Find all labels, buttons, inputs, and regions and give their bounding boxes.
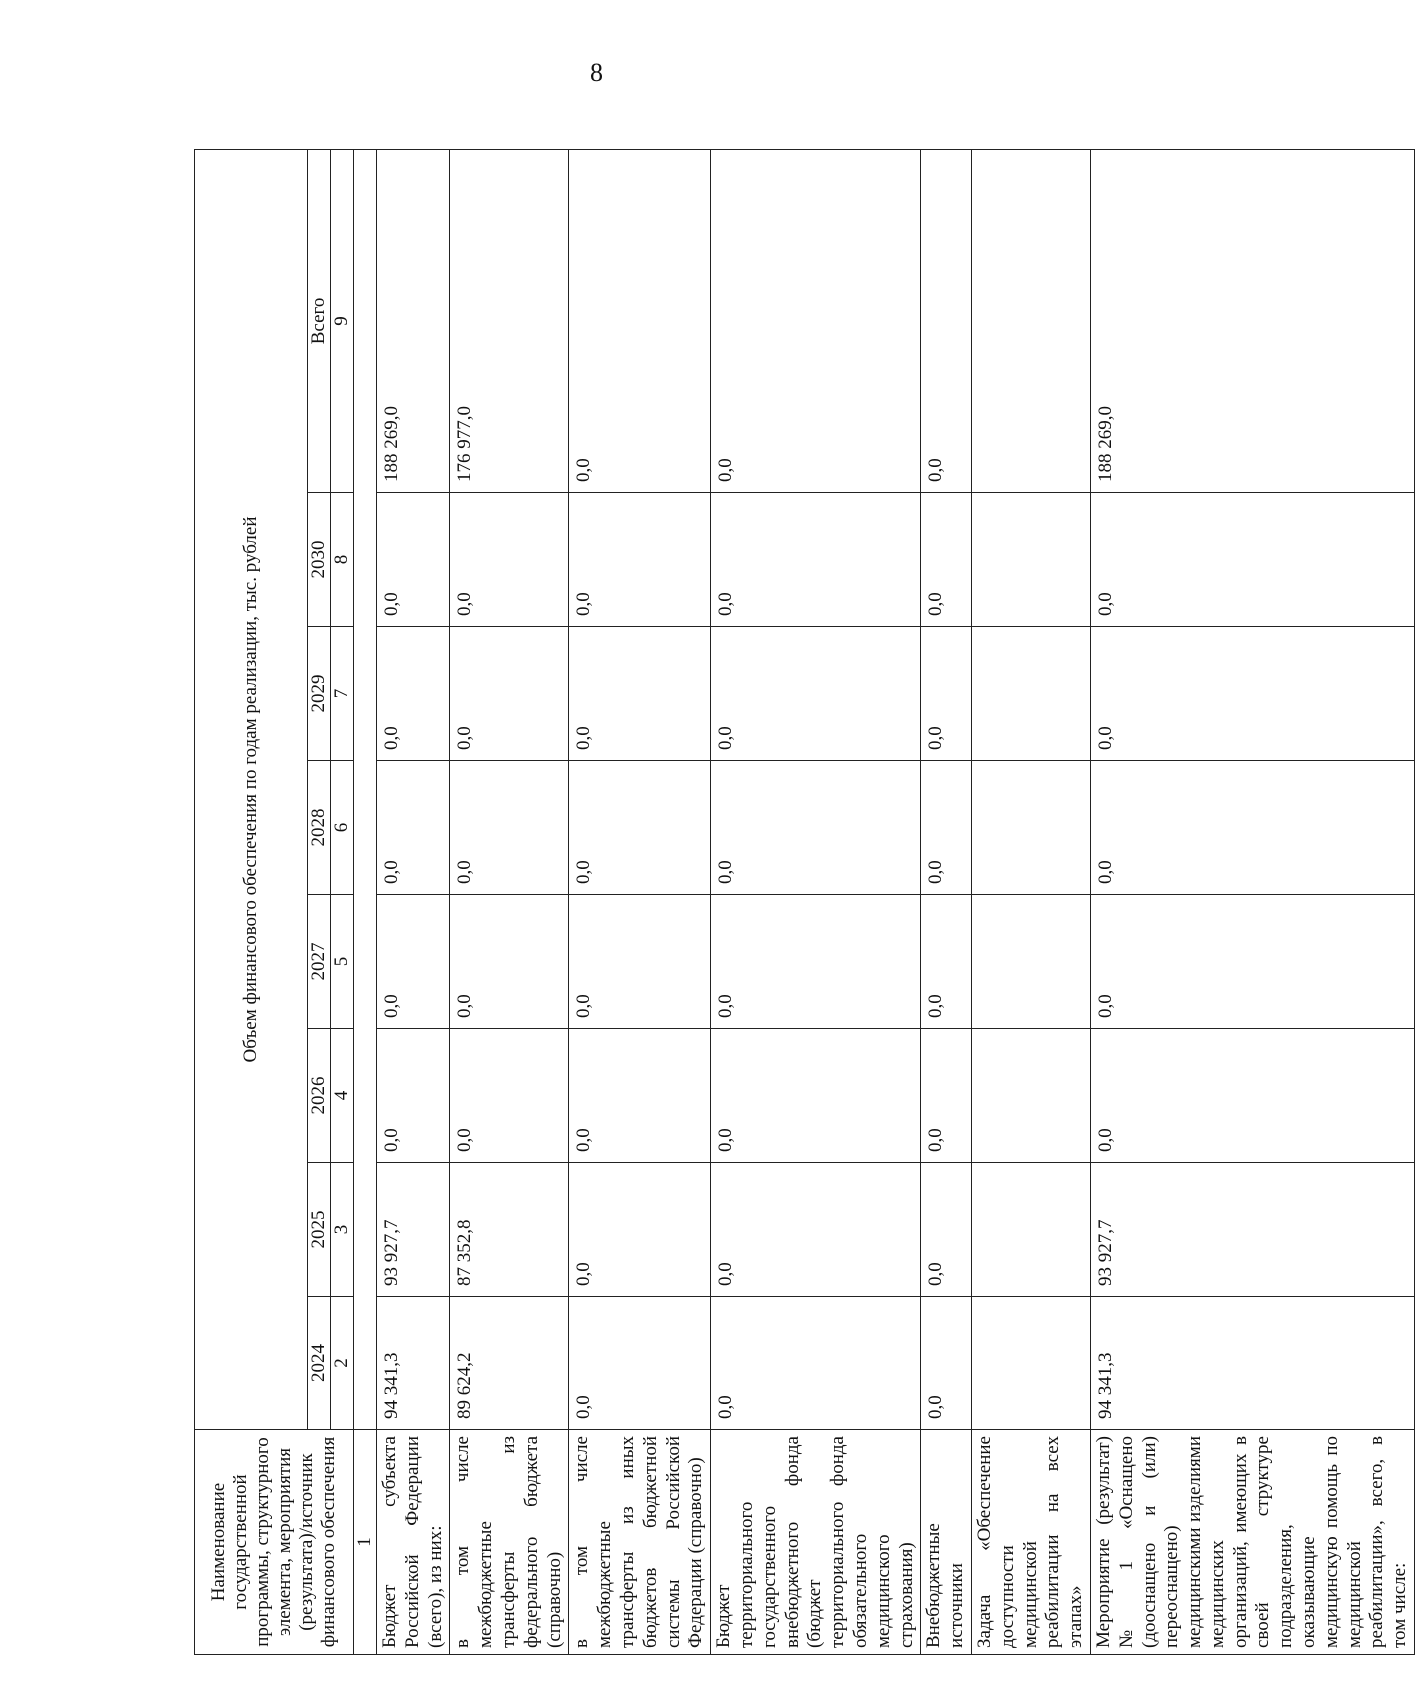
year-header: 2030: [307, 492, 330, 626]
column-number: 3: [330, 1162, 353, 1296]
row-value: 0,0: [568, 1028, 710, 1162]
row-value: 0,0: [449, 492, 568, 626]
row-value: [971, 1162, 1090, 1296]
row-value: 0,0: [449, 1028, 568, 1162]
table-row: [449, 149, 568, 1654]
row-value: 89 624,2: [449, 1296, 568, 1429]
column-header-name: Наименование государственной программы, структурного элемента, мероприятия (результата)/источник финансового обеспечения: [194, 1429, 353, 1654]
row-value: 94 341,3: [376, 1296, 449, 1429]
table-row: [710, 149, 920, 1654]
page-number: 8: [590, 58, 603, 87]
financing-table: [194, 148, 1415, 1654]
column-number: 6: [330, 760, 353, 894]
row-value: [971, 492, 1090, 626]
column-number: 5: [330, 894, 353, 1028]
row-value: 0,0: [710, 760, 920, 894]
row-value: 0,0: [376, 626, 449, 760]
row-value: 0,0: [568, 1296, 710, 1429]
row-value: 0,0: [710, 1162, 920, 1296]
table-row: [1090, 149, 1414, 1654]
row-name: Бюджет территориального государственного внебюджетного фонда (бюджет территориального фонда обязательного медицинского страхования): [710, 1429, 920, 1654]
row-value: [971, 149, 1090, 492]
row-value: 0,0: [568, 894, 710, 1028]
row-value: 0,0: [920, 894, 971, 1028]
row-value: [971, 1028, 1090, 1162]
row-value: 188 269,0: [1090, 149, 1414, 492]
row-value: 0,0: [920, 626, 971, 760]
row-value: 0,0: [1090, 760, 1414, 894]
row-value: 0,0: [710, 149, 920, 492]
row-value: 0,0: [376, 760, 449, 894]
row-value: [971, 626, 1090, 760]
row-value: 0,0: [1090, 894, 1414, 1028]
row-value: [971, 760, 1090, 894]
row-value: 0,0: [920, 1162, 971, 1296]
table-body: [376, 149, 1414, 1654]
column-header-volume: Объем финансового обеспечения по годам реализации, тыс. рублей: [194, 149, 307, 1429]
header-row-main: [194, 149, 307, 1654]
row-name: Внебюджетные источники: [920, 1429, 971, 1654]
row-name: Мероприятие (результат) № 1 «Оснащено (дооснащено и (или) переоснащено) медицинскими изделиями медицинских организаций, имеющих в своей структуре подразделения, оказывающие медицинскую помощь по медицинской реабилитации», всего, в том числе:: [1090, 1429, 1414, 1654]
row-value: 0,0: [710, 626, 920, 760]
row-value: 0,0: [376, 1028, 449, 1162]
row-value: 0,0: [449, 626, 568, 760]
year-header: 2027: [307, 894, 330, 1028]
row-value: 0,0: [1090, 1028, 1414, 1162]
year-header: 2029: [307, 626, 330, 760]
column-number: 8: [330, 492, 353, 626]
row-name: в том числе межбюджетные трансферты из иных бюджетов бюджетной системы Российской Федерации (справочно): [568, 1429, 710, 1654]
header-row-first-number: [353, 149, 376, 1654]
row-value: [971, 1296, 1090, 1429]
row-value: 0,0: [920, 1028, 971, 1162]
header-row-numbers: [330, 149, 353, 1654]
table-row: [376, 149, 449, 1654]
table-row: [920, 149, 971, 1654]
row-value: 0,0: [1090, 626, 1414, 760]
year-header: 2026: [307, 1028, 330, 1162]
row-value: 0,0: [568, 1162, 710, 1296]
row-value: 0,0: [376, 492, 449, 626]
row-value: 0,0: [920, 492, 971, 626]
header-row-years: [307, 149, 330, 1654]
row-value: 0,0: [568, 149, 710, 492]
row-value: 0,0: [449, 760, 568, 894]
row-value: [971, 894, 1090, 1028]
row-value: 93 927,7: [1090, 1162, 1414, 1296]
row-value: 94 341,3: [1090, 1296, 1414, 1429]
row-value: 0,0: [1090, 492, 1414, 626]
row-value: 0,0: [568, 760, 710, 894]
row-value: 0,0: [920, 149, 971, 492]
row-value: 0,0: [568, 492, 710, 626]
row-value: 0,0: [710, 1296, 920, 1429]
row-value: 87 352,8: [449, 1162, 568, 1296]
row-name: Задача «Обеспечение доступности медицинской реабилитации на всех этапах»: [971, 1429, 1090, 1654]
column-number: 7: [330, 626, 353, 760]
row-value: 0,0: [710, 894, 920, 1028]
table-row: [568, 149, 710, 1654]
column-number: 4: [330, 1028, 353, 1162]
row-value: 0,0: [710, 1028, 920, 1162]
row-value: 0,0: [920, 760, 971, 894]
row-value: 0,0: [920, 1296, 971, 1429]
rotated-table-container: [194, 150, 1410, 1655]
row-value: 0,0: [710, 492, 920, 626]
year-header: 2025: [307, 1162, 330, 1296]
table-row: [971, 149, 1090, 1654]
row-value: 0,0: [568, 626, 710, 760]
column-number: 9: [330, 149, 353, 492]
row-value: 188 269,0: [376, 149, 449, 492]
row-name: Бюджет субъекта Российской Федерации (всего), из них:: [376, 1429, 449, 1654]
year-header: 2028: [307, 760, 330, 894]
row-value: 0,0: [376, 894, 449, 1028]
row-value: 176 977,0: [449, 149, 568, 492]
row-value: 0,0: [449, 894, 568, 1028]
year-header: Всего: [307, 149, 330, 492]
row-value: 93 927,7: [376, 1162, 449, 1296]
row-name: в том числе межбюджетные трансферты из федерального бюджета (справочно): [449, 1429, 568, 1654]
column-number: 2: [330, 1296, 353, 1429]
year-header: 2024: [307, 1296, 330, 1429]
column-number: 1: [353, 1429, 376, 1654]
